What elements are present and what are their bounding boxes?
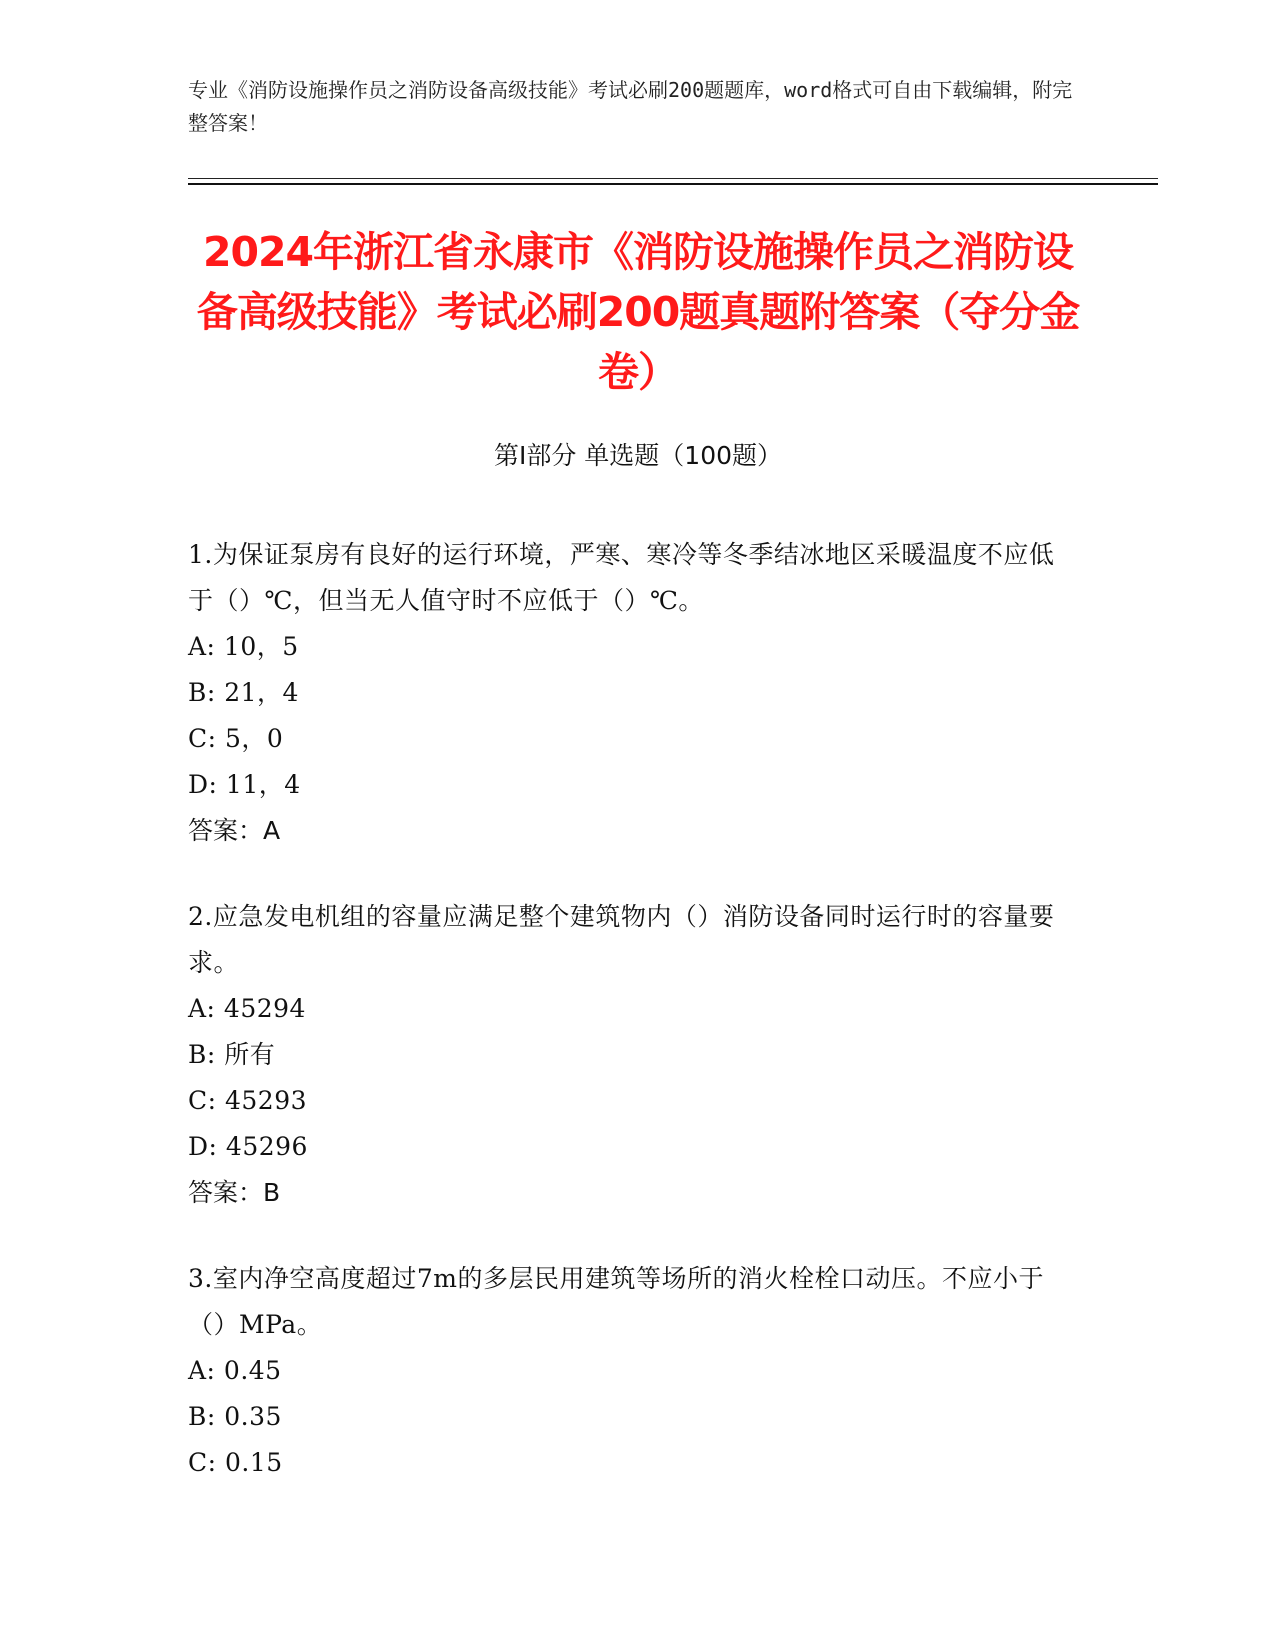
question-stem: 1.为保证泵房有良好的运行环境，严寒、寒冷等冬季结冰地区采暖温度不应低于（）℃，但当无人值守时不应低于（）℃。 bbox=[188, 540, 1055, 615]
header-divider-thin bbox=[188, 178, 1158, 179]
option-c: C: 45293 bbox=[188, 1086, 308, 1115]
question-3 bbox=[188, 1256, 1078, 1486]
option-c: C: 5，0 bbox=[188, 724, 284, 753]
option-c: C: 0.15 bbox=[188, 1448, 283, 1477]
option-a: A: 10，5 bbox=[188, 632, 299, 661]
question-1 bbox=[188, 532, 1078, 854]
option-d: D: 11，4 bbox=[188, 770, 301, 799]
option-d: D: 45296 bbox=[188, 1132, 308, 1161]
answer-line: 答案：A bbox=[188, 816, 281, 845]
question-stem: 3.室内净空高度超过7m的多层民用建筑等场所的消火栓栓口动压。不应小于（）MPa。 bbox=[188, 1264, 1044, 1339]
question-2 bbox=[188, 894, 1078, 1216]
answer-line: 答案：B bbox=[188, 1178, 281, 1207]
option-a: A: 0.45 bbox=[188, 1356, 282, 1385]
header-divider-thick bbox=[188, 183, 1158, 185]
option-a: A: 45294 bbox=[188, 994, 306, 1023]
option-b: B: 21，4 bbox=[188, 678, 299, 707]
option-b: B: 0.35 bbox=[188, 1402, 282, 1431]
section-heading: 第I部分 单选题（100题） bbox=[493, 441, 783, 470]
question-list bbox=[188, 532, 1078, 1526]
header-note: 专业《消防设施操作员之消防设备高级技能》考试必刷200题题库，word格式可自由下载编辑，附完整答案！ bbox=[188, 78, 1073, 135]
document-title: 2024年浙江省永康市《消防设施操作员之消防设备高级技能》考试必刷200题真题附答案（夺分金卷） bbox=[196, 228, 1080, 396]
question-stem: 2.应急发电机组的容量应满足整个建筑物内（）消防设备同时运行时的容量要求。 bbox=[188, 902, 1055, 977]
option-b: B: 所有 bbox=[188, 1040, 276, 1069]
